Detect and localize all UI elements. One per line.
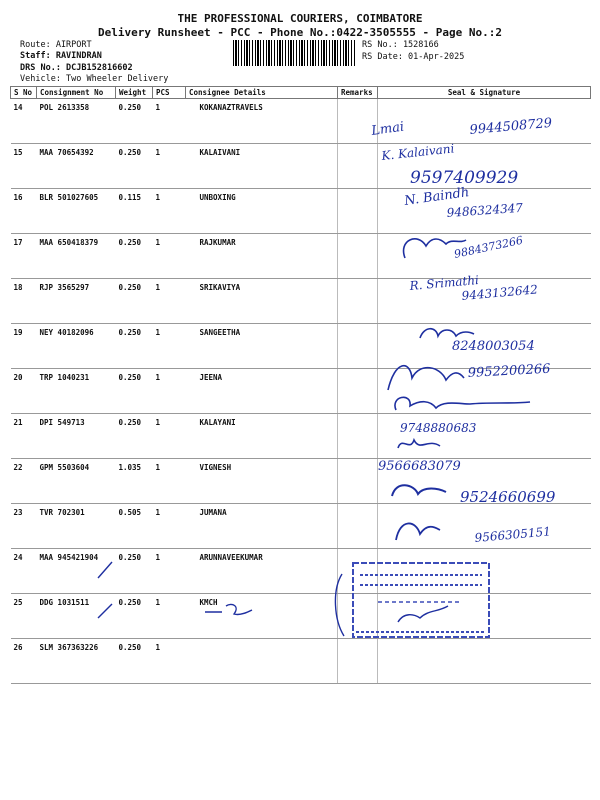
col-signature: Seal & Signature <box>378 87 591 99</box>
company-stamp <box>353 563 489 637</box>
row-weight: 0.250 <box>116 324 153 369</box>
runsheet-subtitle: Delivery Runsheet - PCC - Phone No.:0422-3505555 - Page No.:2 <box>98 26 502 39</box>
phone-14: 9944508729 <box>469 115 553 138</box>
row-consignee: KALAYANI <box>186 414 338 459</box>
row-weight: 0.250 <box>116 279 153 324</box>
phone-17: 9884373266 <box>452 233 525 261</box>
row-consignee: KOKANAZTRAVELS <box>186 99 338 144</box>
row-consignment-no: DPI 549713 <box>37 414 116 459</box>
row-consignee: RAJKUMAR <box>186 234 338 279</box>
row-sno: 24 <box>11 549 37 594</box>
col-pcs: PCS <box>153 87 186 99</box>
rs-date: RS Date: 01-Apr-2025 <box>362 52 465 62</box>
phone-15: 9597409929 <box>410 168 519 188</box>
row-weight: 1.035 <box>116 459 153 504</box>
rs-number: RS No.: 1528166 <box>362 40 439 50</box>
row-pcs: 1 <box>153 144 186 189</box>
col-consignment: Consignment No <box>37 87 116 99</box>
row-pcs: 1 <box>153 99 186 144</box>
row-pcs: 1 <box>153 549 186 594</box>
row-weight: 0.250 <box>116 594 153 639</box>
row-weight: 0.115 <box>116 189 153 234</box>
row-weight: 0.250 <box>116 234 153 279</box>
phone-22: 9566683079 <box>378 459 461 474</box>
row-pcs: 1 <box>153 639 186 684</box>
row-consignment-no: MAA 945421904 <box>37 549 116 594</box>
row-weight: 0.505 <box>116 504 153 549</box>
row-sno: 14 <box>11 99 37 144</box>
row-weight: 0.250 <box>116 369 153 414</box>
row-pcs: 1 <box>153 504 186 549</box>
row-sno: 18 <box>11 279 37 324</box>
company-title: THE PROFESSIONAL COURIERS, COIMBATORE <box>177 12 423 25</box>
row-consignee: SRIKAVIYA <box>186 279 338 324</box>
row-sno: 25 <box>11 594 37 639</box>
row-pcs: 1 <box>153 459 186 504</box>
route-label: Route: AIRPORT <box>20 40 92 50</box>
row-consignee: KMCH <box>186 594 338 639</box>
row-weight: 0.250 <box>116 414 153 459</box>
signature-15: K. Kalaivani <box>380 141 455 163</box>
row-weight: 0.250 <box>116 99 153 144</box>
row-consignment-no: RJP 3565297 <box>37 279 116 324</box>
signature-18: R. Srimathi <box>409 272 480 293</box>
row-consignee: UNBOXING <box>186 189 338 234</box>
row-weight: 0.250 <box>116 639 153 684</box>
row-consignment-no: MAA 650418379 <box>37 234 116 279</box>
drs-number: DRS No.: DCJB152816602 <box>20 63 133 73</box>
row-consignment-no: POL 2613358 <box>37 99 116 144</box>
row-pcs: 1 <box>153 279 186 324</box>
row-consignment-no: BLR 501027605 <box>37 189 116 234</box>
staff-label: Staff: RAVINDRAN <box>20 51 102 61</box>
row-sno: 16 <box>11 189 37 234</box>
row-consignment-no: TRP 1040231 <box>37 369 116 414</box>
row-consignee: VIGNESH <box>186 459 338 504</box>
phone-16: 9486324347 <box>446 200 524 220</box>
row-sno: 26 <box>11 639 37 684</box>
row-consignee: KALAIVANI <box>186 144 338 189</box>
row-consignment-no: MAA 70654392 <box>37 144 116 189</box>
row-pcs: 1 <box>153 324 186 369</box>
row-sno: 21 <box>11 414 37 459</box>
row-consignment-no: TVR 702301 <box>37 504 116 549</box>
row-sno: 15 <box>11 144 37 189</box>
row-consignee: JEENA <box>186 369 338 414</box>
signature-16: N. Baindh <box>403 185 471 209</box>
signature-14: Lmai <box>370 119 406 139</box>
row-pcs: 1 <box>153 189 186 234</box>
row-consignee: SANGEETHA <box>186 324 338 369</box>
row-sno: 17 <box>11 234 37 279</box>
vehicle-label: Vehicle: Two Wheeler Delivery <box>20 74 169 84</box>
row-consignment-no: SLM 367363226 <box>37 639 116 684</box>
row-sno: 23 <box>11 504 37 549</box>
row-pcs: 1 <box>153 594 186 639</box>
col-consignee: Consignee Details <box>186 87 338 99</box>
row-pcs: 1 <box>153 414 186 459</box>
col-remarks: Remarks <box>338 87 378 99</box>
col-sno: S No <box>11 87 37 99</box>
row-consignment-no: NEY 40182096 <box>37 324 116 369</box>
row-consignee: JUMANA <box>186 504 338 549</box>
phone-23: 9524660699 <box>460 488 556 506</box>
row-sno: 20 <box>11 369 37 414</box>
phone-24: 9566305151 <box>474 524 552 545</box>
row-consignment-no: DDG 1031511 <box>37 594 116 639</box>
row-sno: 22 <box>11 459 37 504</box>
row-consignment-no: GPM 5503604 <box>37 459 116 504</box>
row-pcs: 1 <box>153 369 186 414</box>
phone-20: 9952200266 <box>467 361 551 381</box>
phone-19: 8248003054 <box>452 339 535 354</box>
row-sno: 19 <box>11 324 37 369</box>
phone-18: 9443132642 <box>461 282 539 303</box>
col-weight: Weight <box>116 87 153 99</box>
row-weight: 0.250 <box>116 549 153 594</box>
phone-21: 9748880683 <box>400 421 477 435</box>
row-weight: 0.250 <box>116 144 153 189</box>
row-consignee: ARUNNAVEEKUMAR <box>186 549 338 594</box>
row-pcs: 1 <box>153 234 186 279</box>
